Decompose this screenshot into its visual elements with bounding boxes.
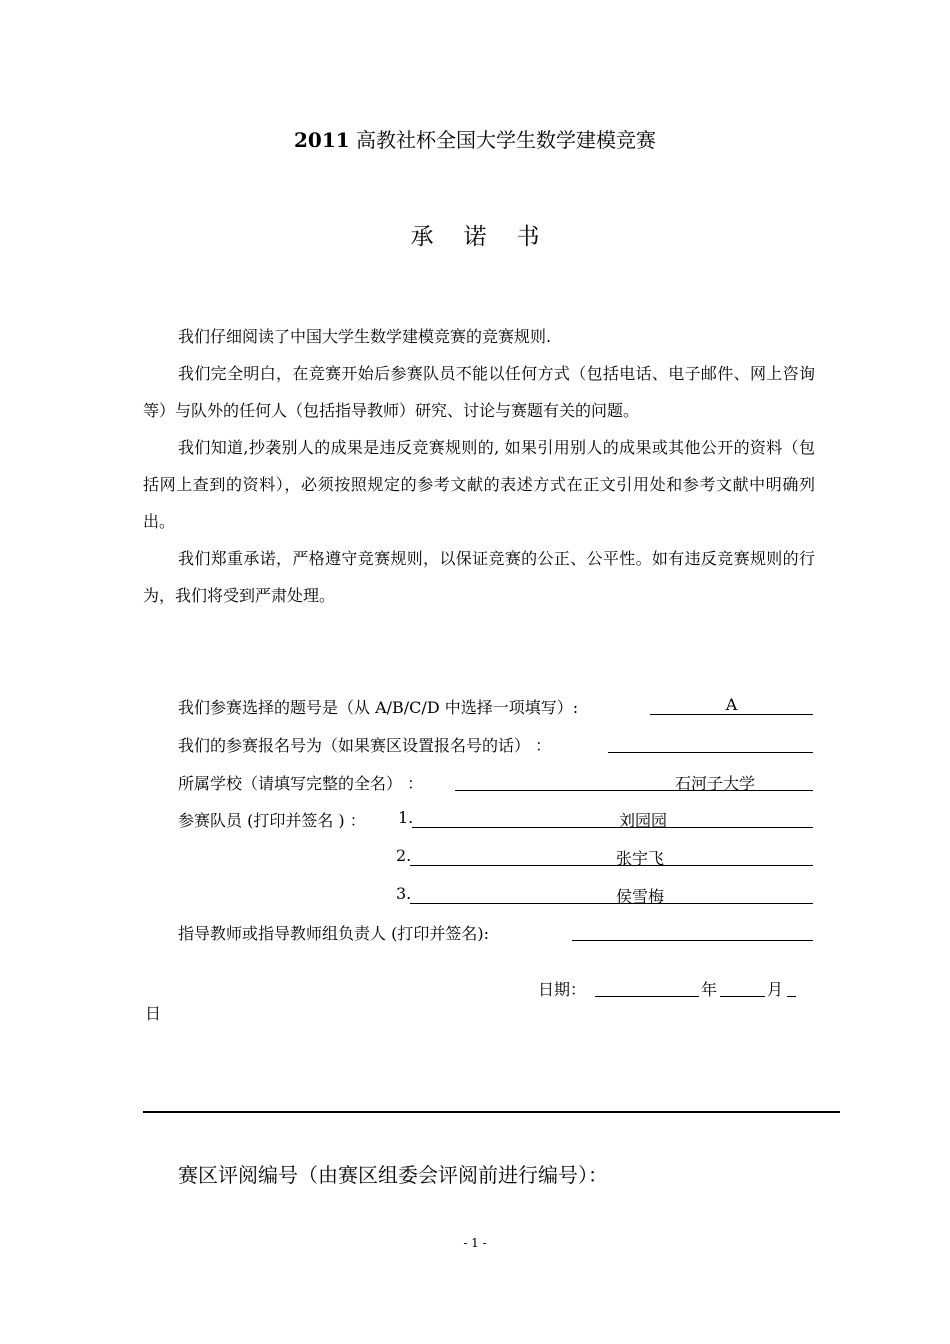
member-3-num: 3.: [396, 884, 412, 903]
date-day-field[interactable]: [787, 979, 796, 997]
page-number: - 1 -: [463, 1236, 487, 1250]
advisor-field[interactable]: [572, 923, 813, 941]
document-title: [0, 124, 950, 153]
problem-label: 我们参赛选择的题号是（从 A/B/C/D 中选择一项填写）:: [178, 698, 579, 717]
date-year-field[interactable]: [595, 979, 699, 997]
date-label: 日期：: [538, 980, 587, 999]
school-value: 石河子大学: [674, 774, 755, 793]
problem-value: A: [725, 695, 738, 714]
member-2-name: 张宇飞: [615, 849, 664, 868]
review-number-label: 赛区评阅编号（由赛区组委会评阅前进行编号）：: [178, 1163, 608, 1187]
member-1-name: 刘园园: [618, 811, 667, 830]
pledge-paragraph-3: 我们知道,抄袭别人的成果是违反竞赛规则的, 如果引用别人的成果或其他公开的资料（包括网上查到的资料），必须按照规定的参考文献的表述方式在正文引用处和参考文献中明确列出。: [143, 438, 815, 531]
date-day-label: 日: [145, 1004, 162, 1023]
title-text: 高教社杯全国大学生数学建模竞赛: [356, 128, 657, 152]
pledge-body: [143, 318, 815, 614]
pledge-paragraph-1: 我们仔细阅读了中国大学生数学建模竞赛的竞赛规则.: [178, 327, 552, 346]
members-label: 参赛队员 (打印并签名 ) ：: [178, 811, 366, 830]
regnum-label: 我们的参赛报名号为（如果赛区设置报名号的话） ：: [178, 736, 552, 755]
pledge-paragraph-2: 我们完全明白，在竞赛开始后参赛队员不能以任何方式（包括电话、电子邮件、网上咨询等）与队外的任何人（包括指导教师）研究、讨论与赛题有关的问题。: [143, 364, 815, 420]
school-label: 所属学校（请填写完整的全名） ：: [178, 774, 424, 793]
document-subtitle: 承诺书: [410, 224, 570, 250]
member-3-name: 侯雪梅: [615, 887, 664, 906]
title-year: 2011: [293, 128, 350, 152]
member-1-num: 1.: [398, 808, 414, 827]
regnum-field[interactable]: [608, 735, 813, 753]
section-divider: [143, 1111, 840, 1113]
pledge-paragraph-4: 我们郑重承诺，严格遵守竞赛规则，以保证竞赛的公正、公平性。如有违反竞赛规则的行为，我们将受到严肃处理。: [143, 549, 815, 605]
date-month-label: 月: [767, 980, 784, 999]
date-year-label: 年: [701, 980, 718, 999]
member-2-num: 2.: [396, 846, 412, 865]
date-month-field[interactable]: [720, 979, 765, 997]
advisor-label: 指导教师或指导教师组负责人 (打印并签名):: [178, 924, 489, 943]
